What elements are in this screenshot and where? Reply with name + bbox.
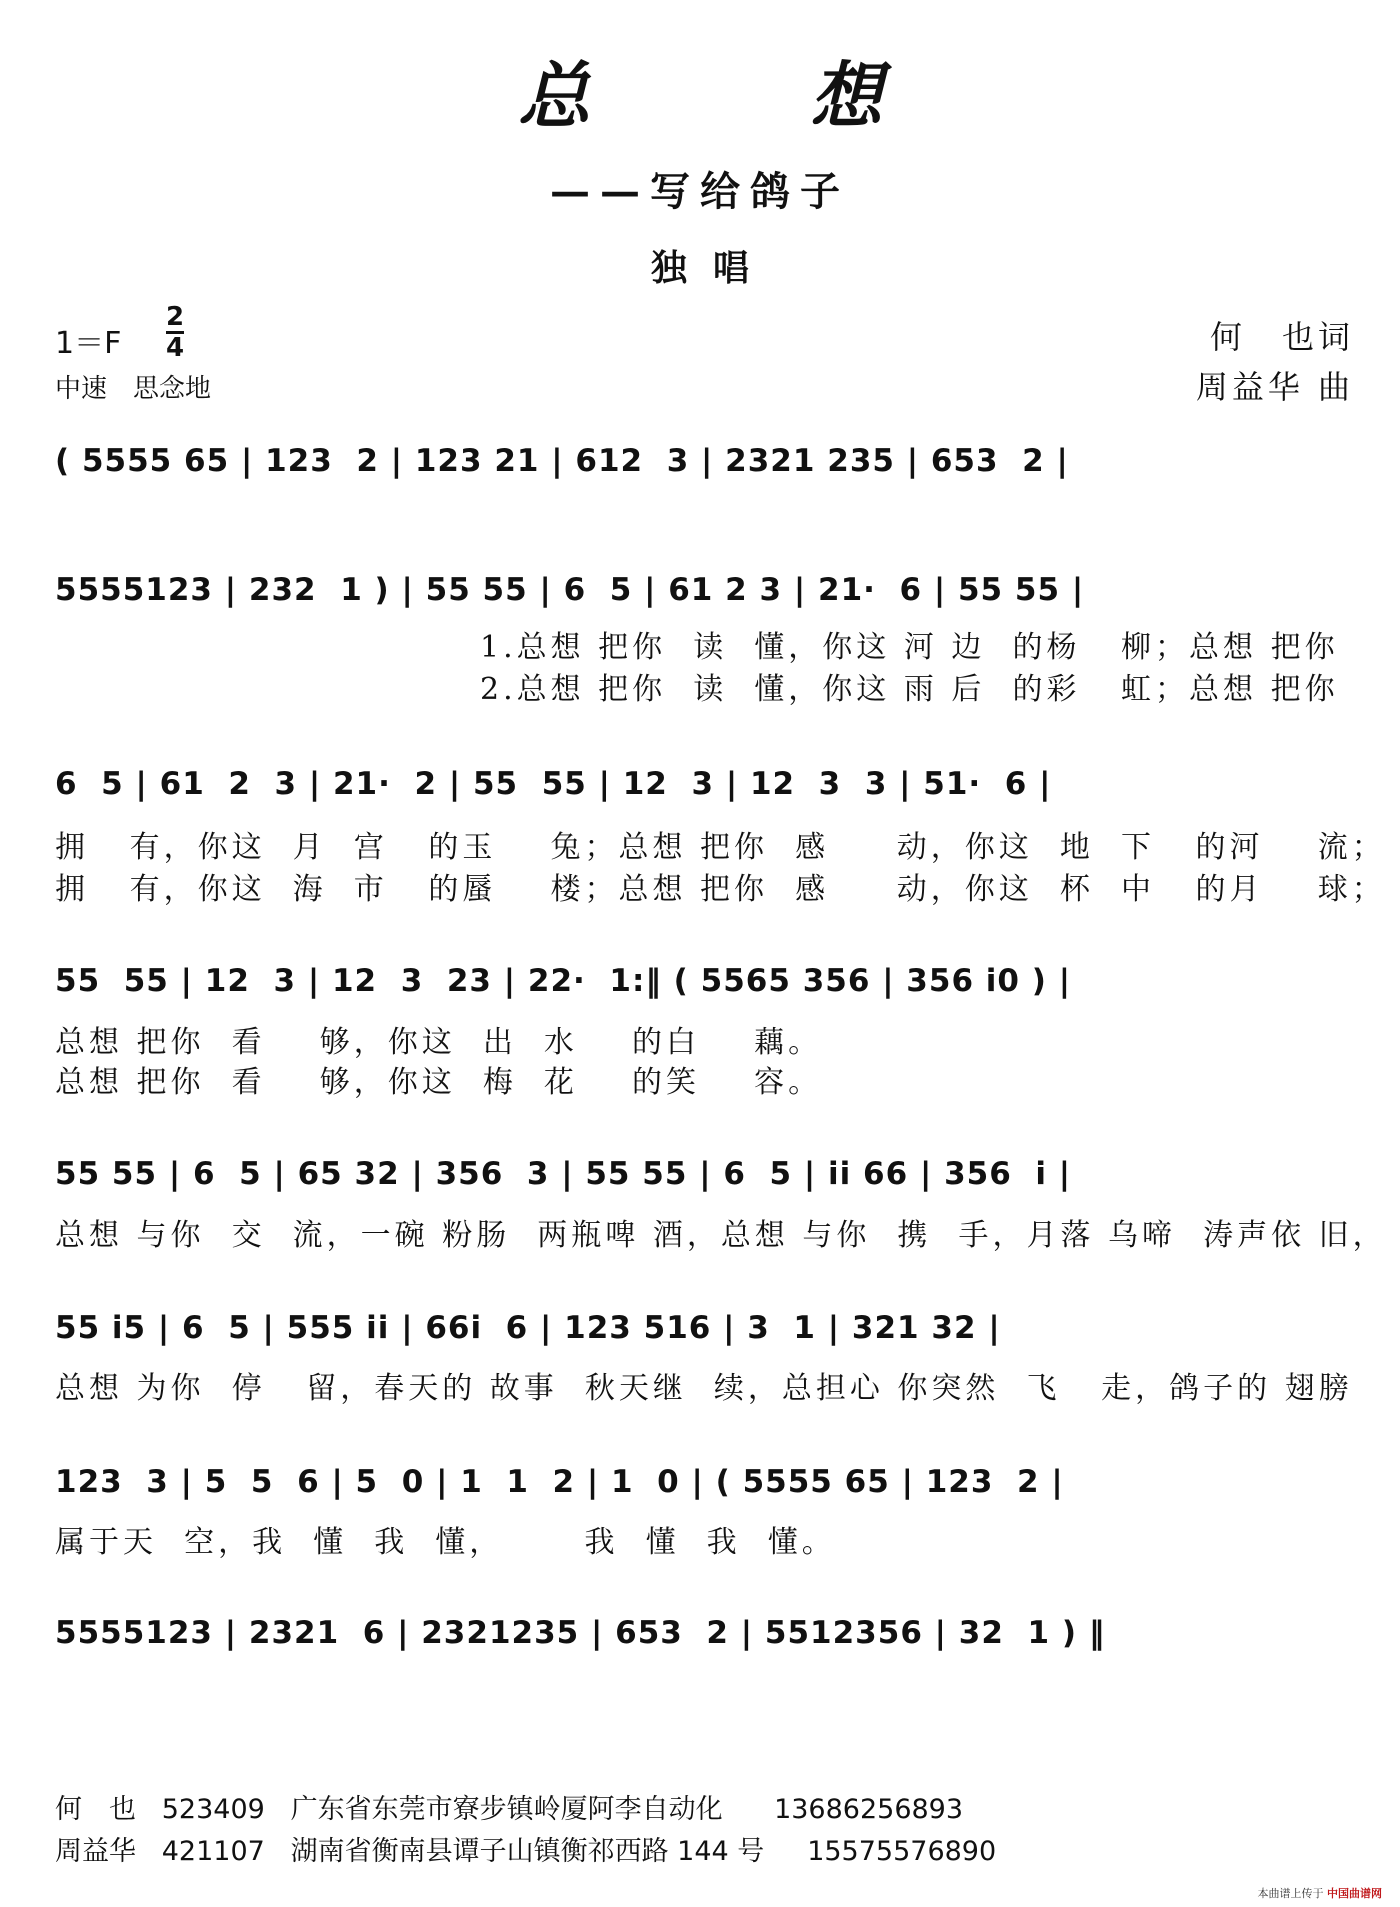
- notation-row-5: 55 55 | 6 5 | 65 32 | 356 3 | 55 55 | 6 5 | ii 66 | 356 i |: [55, 1156, 1072, 1192]
- lyric-row-4-verse-2: 总想 把你 看 够，你这 梅 花 的笑 容。: [55, 1065, 823, 1100]
- contact-phone: 13686256893: [774, 1794, 964, 1825]
- time-signature-top: 2: [166, 302, 185, 332]
- notation-row-3: 6 5 | 61 2 3 | 21· 2 | 55 55 | 12 3 | 12 3 3 | 51· 6 |: [55, 766, 1052, 802]
- performance-type: 独唱: [650, 248, 775, 289]
- time-signature: [166, 304, 184, 361]
- footer-brand: 中国曲谱网: [1327, 1887, 1382, 1900]
- footer-prefix: 本曲谱上传于: [1257, 1887, 1324, 1900]
- lyric-row-4-verse-1: 总想 把你 看 够，你这 出 水 的白 藕。: [55, 1025, 823, 1060]
- lyric-row-3-verse-2: 拥 有，你这 海 市 的蜃 楼；总想 把你 感 动，你这 杯 中 的月 球；: [55, 872, 1386, 907]
- notation-row-4: 55 55 | 12 3 | 12 3 23 | 22· 1:‖ ( 5565 356 | 356 i0 ) |: [55, 963, 1072, 999]
- tempo-marking: 中速 思念地: [55, 374, 212, 404]
- song-title: 总想: [517, 53, 1102, 138]
- key-signature: 1＝F: [55, 326, 122, 361]
- contact-name: 周益华: [55, 1836, 136, 1867]
- song-subtitle: ——写给鸽子: [550, 168, 850, 215]
- contact-code: 421107: [161, 1836, 265, 1867]
- lyricist-credit: 何 也词: [1209, 318, 1354, 356]
- contact-row-2: [55, 1829, 996, 1868]
- notation-row-6: 55 i5 | 6 5 | 555 ii | 66i 6 | 123 516 | 3 1 | 321 32 |: [55, 1310, 1001, 1346]
- lyric-row-2-verse-2: 2.总想 把你 读 懂，你这 雨 后 的彩 虹；总想 把你: [480, 672, 1339, 707]
- time-signature-bottom: 4: [166, 333, 185, 363]
- contact-phone: 15575576890: [807, 1836, 997, 1867]
- lyric-row-3-verse-1: 拥 有，你这 月 宫 的玉 兔；总想 把你 感 动，你这 地 下 的河 流；: [55, 830, 1386, 865]
- notation-row-7: 123 3 | 5 5 6 | 5 0 | 1 1 2 | 1 0 | ( 5555 65 | 123 2 |: [55, 1464, 1064, 1500]
- contact-address: 广东省东莞市寮步镇岭厦阿李自动化: [290, 1794, 723, 1825]
- lyric-row-7: 属于天 空，我 懂 我 懂， 我 懂 我 懂。: [55, 1525, 836, 1560]
- contact-row-1: [55, 1787, 963, 1826]
- lyric-row-2-verse-1: 1.总想 把你 读 懂，你这 河 边 的杨 柳；总想 把你: [480, 630, 1339, 665]
- contact-name: 何 也: [55, 1794, 136, 1825]
- contact-address: 湖南省衡南县谭子山镇衡祁西路 144 号: [290, 1836, 765, 1867]
- lyric-row-6: 总想 为你 停 留，春天的 故事 秋天继 续，总担心 你突然 飞 走，鸽子的 翅膀: [55, 1371, 1353, 1406]
- composer-credit: 周益华 曲: [1195, 368, 1354, 406]
- site-footer: [1258, 1885, 1383, 1901]
- notation-row-8: 5555123 | 2321 6 | 2321235 | 653 2 | 5512356 | 32 1 ) ‖: [55, 1615, 1106, 1651]
- notation-row-1: ( 5555 65 | 123 2 | 123 21 | 612 3 | 2321 235 | 653 2 |: [55, 443, 1069, 479]
- notation-row-2: 5555123 | 232 1 ) | 55 55 | 6 5 | 61 2 3 | 21· 6 | 55 55 |: [55, 572, 1085, 608]
- lyric-row-5: 总想 与你 交 流，一碗 粉肠 两瓶啤 酒，总想 与你 携 手，月落 乌啼 涛声依 旧，: [55, 1218, 1387, 1253]
- contact-code: 523409: [161, 1794, 265, 1825]
